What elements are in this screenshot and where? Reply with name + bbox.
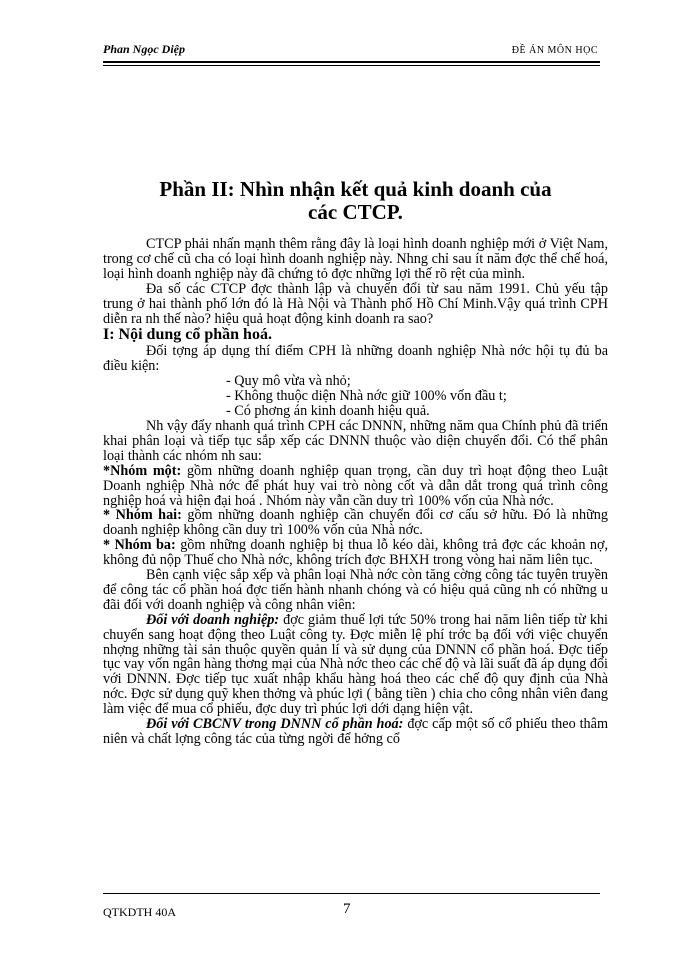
footer-class-code: QTKDTH 40A bbox=[103, 905, 176, 919]
header-author: Phan Ngọc Diệp bbox=[103, 42, 185, 56]
condition-item: - Không thuộc diện Nhà nớc giữ 100% vốn đầu t; bbox=[226, 388, 507, 405]
enterprise-incentives-text: đợc giảm thuế lợi tức 50% trong hai năm liên tiếp từ khi chuyển sang hoạt động theo Luật công ty. Đợc miễn lệ phí trớc bạ đối với việc chuyển nhợng những tài sản thuộc quyền quản lí và sử dụng của DNNN cổ phần hoá. Đợc tiếp tục vay vốn ngân hàng thơng mại của Nhà nớc theo các chế độ và lãi suất đã áp dụng đối với DNNN. Đợc tiếp tục xuất nhập khẩu hàng hoá theo các chế độ quy định của Nhà nớc. Đợc sử dụng quỹ khen thởng và phúc lợi ( bằng tiền ) chia cho công nhân viên đang làm việc để mua cổ phiếu, đợc duy trì phúc lợi dới dạng hiện vật. bbox=[103, 611, 608, 718]
condition-item: - Có phơng án kinh doanh hiệu quả. bbox=[226, 403, 430, 420]
footer-rule bbox=[103, 893, 600, 894]
group-three-label: * Nhóm ba: bbox=[103, 537, 176, 554]
paragraph-history: Đa số các CTCP đợc thành lập và chuyển đổi từ sau năm 1991. Chủ yếu tập trung ở hai thành phố lớn đó là Hà Nội và Thành phố Hồ Chí Minh.Vậy quá trình CPH diễn ra nh thế nào? hiệu quả hoạt động kinh doanh ra sao? bbox=[103, 280, 608, 327]
enterprise-incentives-label: Đối với doanh nghiệp: bbox=[146, 611, 280, 628]
group-one-text: gồm những doanh nghiệp quan trọng, cần duy trì hoạt động theo Luật Doanh nghiệp Nhà nớc để phát huy vai trò nòng cốt và dẫn dắt trong quá trình công nghiệp hoá và hiện đại hoá . Nhóm này vẫn cần duy trì 100% vốn của Nhà nớc. bbox=[103, 462, 608, 509]
paragraph-incentives: Bên cạnh việc sắp xếp và phân loại Nhà nớc còn tăng cờng công tác tuyên truyền để công tác cổ phần hoá đợc tiến hành nhanh chóng và có hiệu quả cũng nh có những u đãi đối với doanh nghiệp và công nhân viên: bbox=[103, 567, 608, 613]
paragraph-intro: CTCP phải nhấn mạnh thêm rằng đây là loại hình doanh nghiệp mới ở Việt Nam, trong cơ chế cũ cha có loại hình doanh nghiệp này. Nhng chỉ sau ít năm đợc thể chế hoá, loại hình doanh nghiệp này đã chứng tỏ đợc những lợi thế rõ rệt của mình. bbox=[103, 236, 608, 282]
employee-incentives-text: đợc cấp một số cổ phiếu theo thâm niên và chất lợng công tác của từng ngời để hởng cổ bbox=[103, 716, 608, 747]
paragraph-employee-incentives bbox=[103, 717, 608, 747]
title-line-1: Phần II: Nhìn nhận kết quả kinh doanh của bbox=[159, 177, 552, 201]
paragraph-classification: Nh vậy đẩy nhanh quá trình CPH các DNNN, những năm qua Chính phủ đã triển khai phân loại và tiếp tục sắp xếp các DNNN thuộc vào diện chuyển đổi. Có thể phân loại thành các nhóm nh sau: bbox=[103, 417, 608, 464]
paragraph-eligibility: Đối tợng áp dụng thí điểm CPH là những doanh nghiệp Nhà nớc hội tụ đủ ba điều kiện: bbox=[103, 343, 608, 375]
page-number: 7 bbox=[343, 901, 351, 917]
body-text bbox=[103, 237, 608, 747]
section-heading: I: Nội dung cổ phần hoá. bbox=[103, 326, 272, 344]
header-rule-thick bbox=[103, 61, 600, 63]
header-rule-thin bbox=[103, 65, 600, 66]
title-line-2: các CTCP. bbox=[308, 200, 403, 224]
group-two-text: gồm những doanh nghiệp cần chuyển đổi cơ cấu sở hữu. Đó là những doanh nghiệp không cần duy trì 100% vốn của Nhà nớc. bbox=[103, 507, 608, 539]
group-three-paragraph bbox=[103, 538, 608, 568]
condition-item: - Quy mô vừa và nhỏ; bbox=[226, 373, 351, 390]
page-title bbox=[103, 178, 608, 224]
group-two-paragraph bbox=[103, 508, 608, 538]
group-two-label: * Nhóm hai: bbox=[103, 507, 182, 524]
header-doc-type: ĐỀ ÁN MÔN HỌC bbox=[511, 45, 598, 56]
group-three-text: gồm những doanh nghiệp bị thua lỗ kéo dài, không trả đợc các khoản nợ, không đủ nộp Thuế cho Nhà nớc, không trích đợc BHXH trong vòng hai năm liên tục. bbox=[103, 537, 609, 569]
paragraph-enterprise-incentives bbox=[103, 613, 608, 717]
group-one-paragraph bbox=[103, 464, 608, 509]
group-one-label: *Nhóm một: bbox=[103, 462, 182, 479]
employee-incentives-label: Đối với CBCNV trong DNNN cổ phần hoá: bbox=[146, 716, 404, 733]
